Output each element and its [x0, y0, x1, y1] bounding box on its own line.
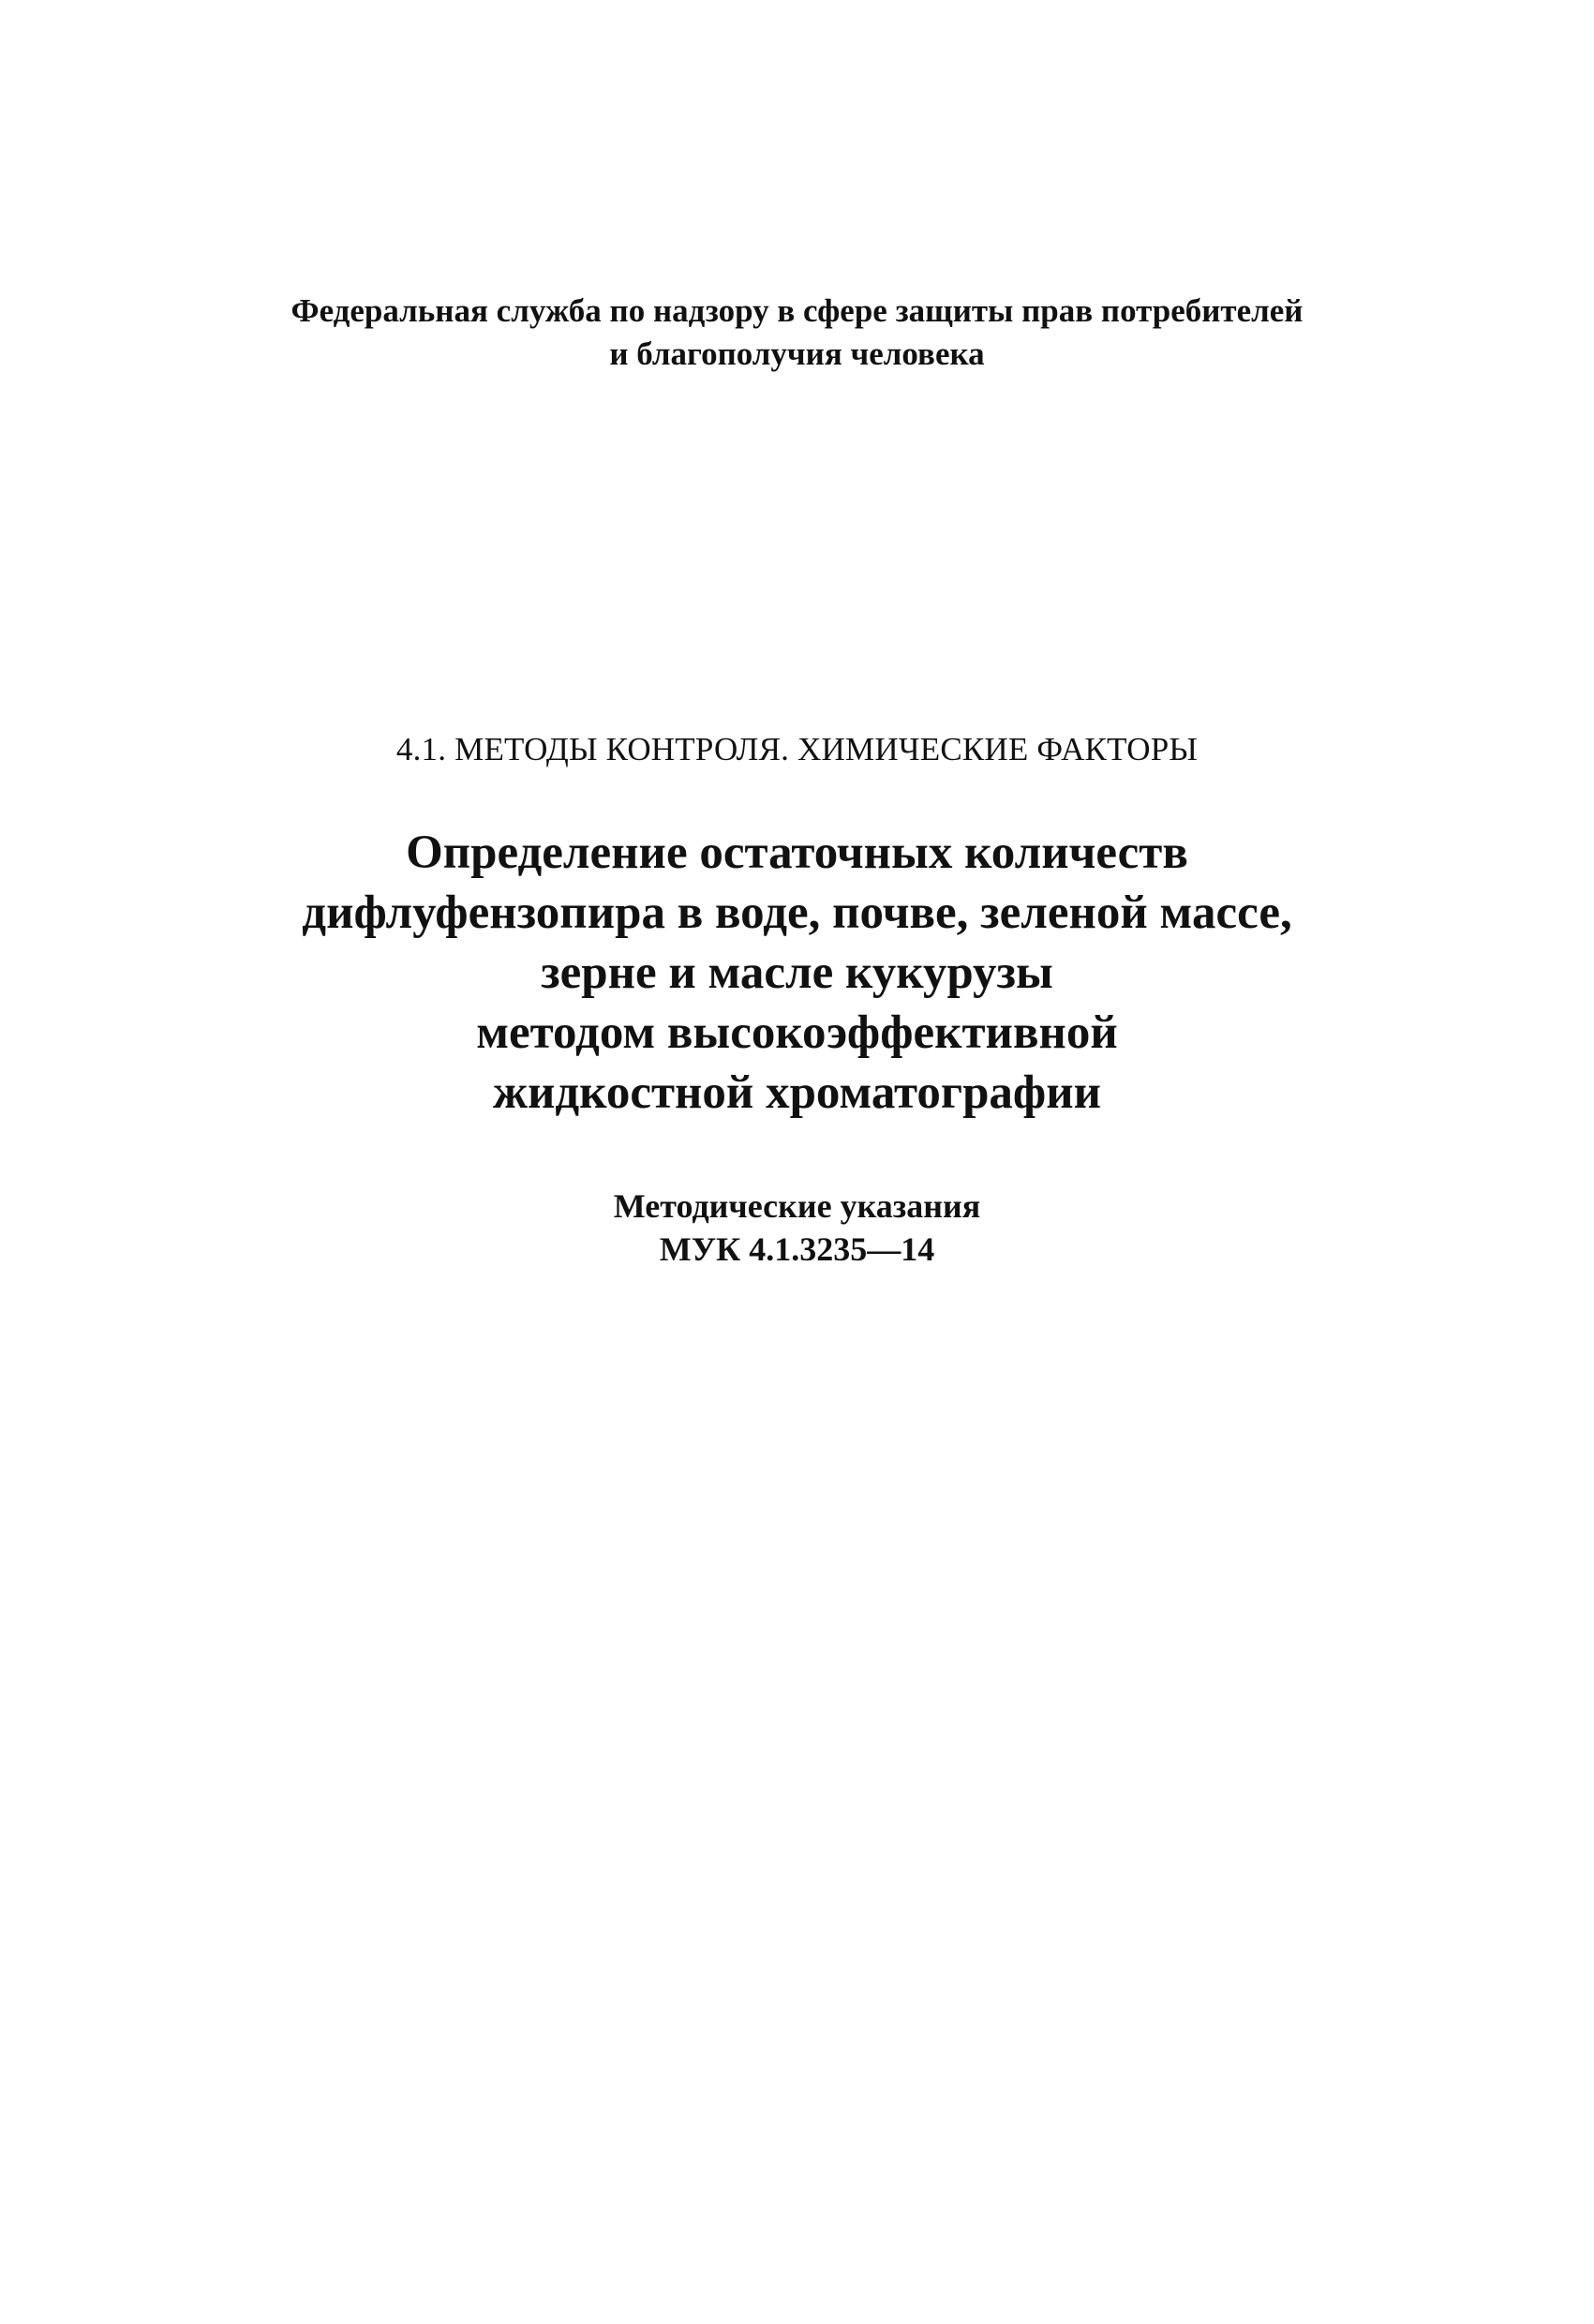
document-title-line-1: Определение остаточных количеств	[406, 827, 1188, 879]
document-title-line-5: жидкостной хроматографии	[492, 1066, 1101, 1119]
document-title-line-4: методом высокоэффективной	[476, 1006, 1118, 1059]
document-code: МУК 4.1.3235—14	[659, 1230, 935, 1268]
document-title-line-3: зерне и масле кукурузы	[541, 946, 1053, 999]
document-title-line-2: дифлуфензопира в воде, почве, зеленой массе,	[302, 886, 1292, 939]
document-type: Методические указания	[613, 1187, 981, 1225]
agency-name-line-1: Федеральная служба по надзору в сфере защиты прав потребителей	[290, 292, 1304, 329]
agency-name-line-2: и благополучия человека	[609, 335, 985, 372]
section-heading: 4.1. МЕТОДЫ КОНТРОЛЯ. ХИМИЧЕСКИЕ ФАКТОРЫ	[395, 731, 1199, 767]
